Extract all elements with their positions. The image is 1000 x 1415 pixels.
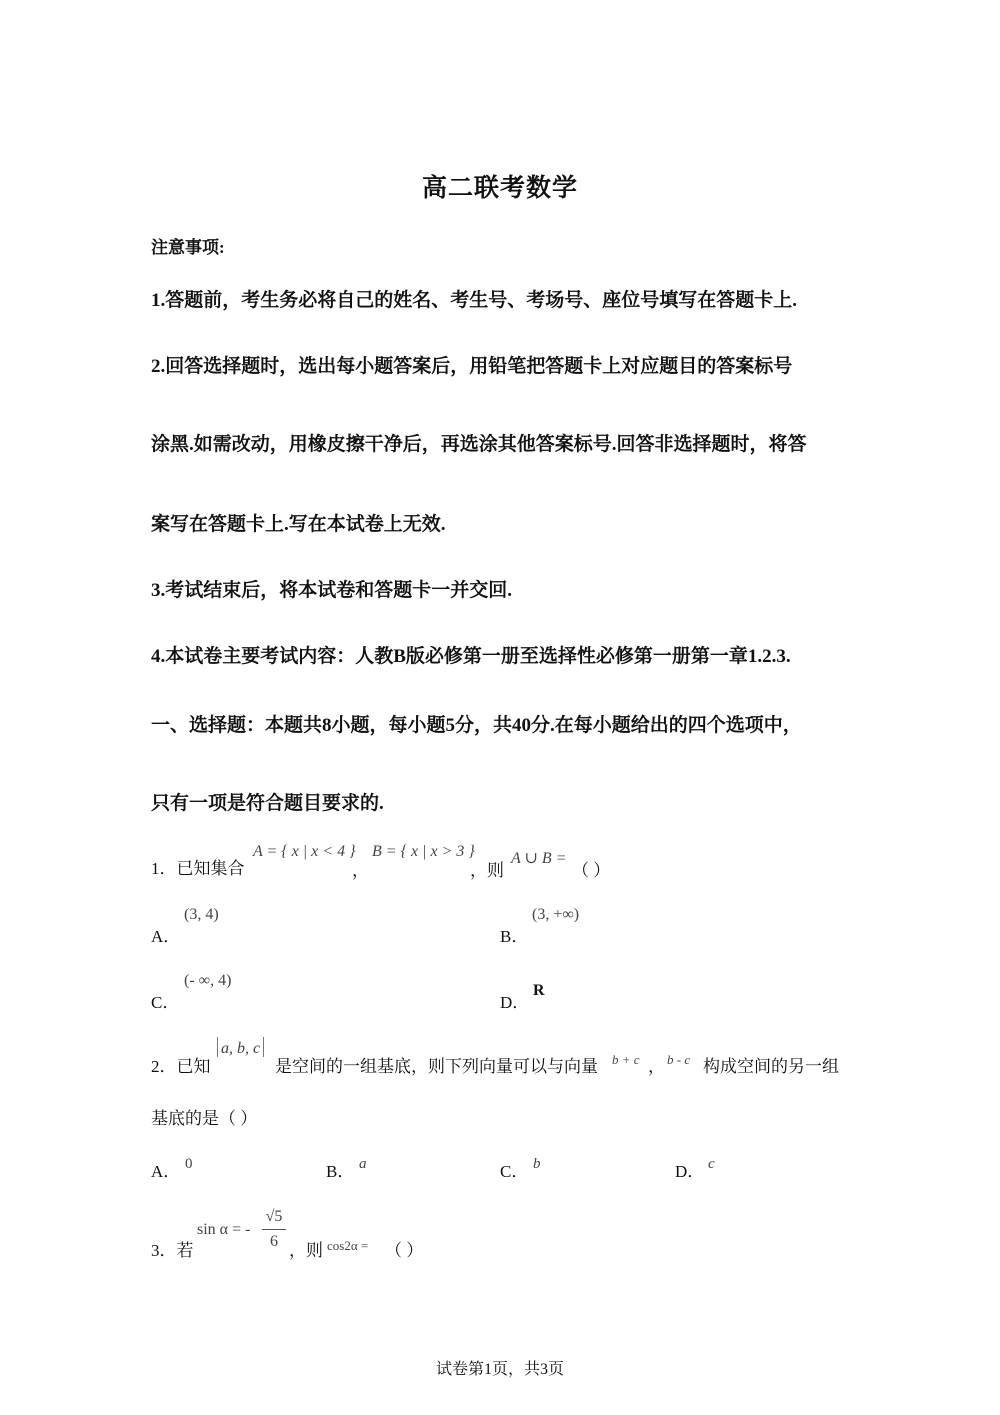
page-footer: 试卷第1页，共3页 (435, 1361, 564, 1378)
q3-prefix: 3．若 (151, 1241, 194, 1260)
q2-option-a-value: 0 (185, 1156, 193, 1172)
q1-option-c-letter: C． (151, 993, 180, 1012)
q1-option-c-value: (- ∞, 4) (184, 972, 232, 989)
q1-expression: A ∪ B = (511, 850, 567, 867)
q2-option-c-value: b (533, 1156, 541, 1172)
q3-denominator: 6 (270, 1233, 278, 1250)
q3-expression: cos2α = (327, 1238, 369, 1253)
q1-option-b-value: (3, +∞) (532, 906, 580, 923)
note-2-line-2: 涂黑.如需改动，用橡皮擦干净后，再选涂其他答案标号.回答非选择题时，将答 (151, 434, 807, 455)
notes-heading: 注意事项: (151, 238, 225, 257)
section-1-heading-line-2: 只有一项是符合题目要求的. (151, 793, 384, 814)
q3-then: ，则 (289, 1241, 323, 1260)
q2-option-a-letter: A． (151, 1162, 181, 1181)
note-2-line-3: 案写在答题卡上.写在本试卷上无效. (151, 514, 446, 535)
note-2-line-1: 2.回答选择题时，选出每小题答案后，用铅笔把答题卡上对应题目的答案标号 (151, 356, 793, 377)
q1-option-d-letter: D． (500, 993, 530, 1012)
q1-option-d-value: R (533, 982, 545, 999)
q2-option-d-letter: D． (675, 1162, 705, 1181)
page-title: 高二联考数学 (421, 175, 578, 202)
q1-option-b-letter: B． (500, 927, 529, 946)
note-1: 1.答题前，考生务必将自己的姓名、考生号、考场号、座位号填写在答题卡上. (151, 290, 798, 311)
section-1-heading-line-1: 一、选择题：本题共8小题，每小题5分，共40分.在每小题给出的四个选项中， (151, 715, 802, 736)
q2-text: 是空间的一组基底，则下列向量可以与向量 (275, 1057, 598, 1076)
q1-set-a: A = { x | x < 4 } (253, 843, 356, 860)
q1-answer-paren: （ ） (572, 861, 611, 880)
note-4: 4.本试卷主要考试内容：人教B版必修第一册至选择性必修第一册第一章1.2.3. (151, 646, 791, 667)
q3-numerator: √5 (265, 1208, 283, 1225)
q3-fraction (262, 1206, 286, 1253)
q1-separator: ， (352, 861, 369, 880)
q1-prefix: 1．已知集合 (151, 859, 245, 878)
q2-vector-1: b + c (612, 1052, 640, 1067)
note-3: 3.考试结束后，将本试卷和答题卡一并交回. (151, 580, 513, 601)
q2-option-b-value: a (359, 1156, 367, 1172)
q2-option-c-letter: C． (500, 1162, 529, 1181)
q1-option-a-letter: A． (151, 927, 181, 946)
q2-line-2: 基底的是（ ） (151, 1109, 258, 1128)
q2-vector-2: b - c (667, 1052, 691, 1067)
q2-basis-set (214, 1037, 267, 1058)
q3-answer-paren: （ ） (385, 1241, 424, 1260)
q2-separator: ， (648, 1057, 665, 1076)
q1-then: ，则 (470, 861, 504, 880)
q2-text-tail: 构成空间的另一组 (703, 1057, 839, 1076)
q1-option-a-value: (3, 4) (184, 906, 219, 923)
q2-basis-vectors: a, b, c (221, 1040, 261, 1057)
q2-prefix: 2．已知 (151, 1057, 211, 1076)
q2-option-b-letter: B． (326, 1162, 355, 1181)
q1-set-b: B = { x | x > 3 } (372, 843, 475, 860)
q3-lhs: sin α = - (197, 1221, 251, 1238)
q2-option-d-value: c (708, 1156, 715, 1172)
